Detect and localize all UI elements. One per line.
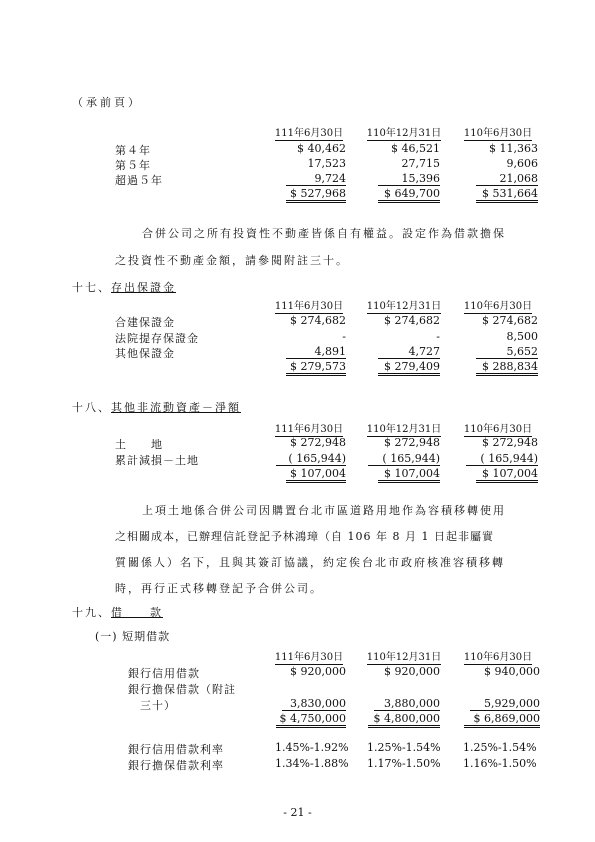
t1-col-header-3: 110年6月30日 bbox=[456, 124, 540, 141]
t1-row-label: 超過５年 bbox=[115, 174, 163, 187]
t1-cell: 9,724 bbox=[286, 172, 346, 186]
t1-cell: $ 11,363 bbox=[489, 142, 538, 155]
t4-row-label: 三十） bbox=[140, 699, 176, 712]
t1-total: $ 527,968 bbox=[286, 187, 346, 203]
t1-cell: 21,068 bbox=[476, 172, 538, 186]
t1-row-label: 第４年 bbox=[115, 144, 151, 157]
section-18-heading: 十八、其他非流動資產－淨額 bbox=[72, 401, 241, 414]
t3-total: $ 107,004 bbox=[378, 467, 440, 483]
t4-rate-cell: 1.25%-1.54% bbox=[367, 741, 441, 754]
t2-cell: 4,727 bbox=[378, 345, 440, 359]
t4-col-header-2: 110年12月31日 bbox=[360, 648, 448, 665]
t4-cell: $ 920,000 bbox=[384, 665, 440, 678]
t3-cell: $ 272,948 bbox=[482, 436, 538, 449]
t4-cell: 5,929,000 bbox=[470, 697, 540, 711]
t2-cell: 5,652 bbox=[476, 345, 538, 359]
t2-cell: $ 274,682 bbox=[482, 314, 538, 327]
t4-rate-cell: 1.16%-1.50% bbox=[463, 757, 537, 770]
t3-cell: $ 272,948 bbox=[384, 436, 440, 449]
t1-row-label: 第５年 bbox=[115, 159, 151, 172]
t2-row-label: 法院提存保證金 bbox=[115, 332, 199, 345]
t1-total: $ 649,700 bbox=[378, 187, 440, 203]
paragraph-line: 時，再行正式移轉登記予合併公司。 bbox=[115, 582, 323, 595]
t1-cell: 15,396 bbox=[378, 172, 440, 186]
paragraph-line: 質關係人）名下，且與其簽訂協議，約定俟台北市政府核准容積移轉 bbox=[115, 556, 505, 569]
t4-rate-cell: 1.17%-1.50% bbox=[367, 757, 441, 770]
t3-col-header-2: 110年12月31日 bbox=[360, 420, 448, 437]
paragraph-line: 之投資性不動產金額，請參閱附註三十。 bbox=[115, 254, 349, 267]
t4-col-header-3: 110年6月30日 bbox=[456, 648, 540, 665]
t2-col-header-3: 110年6月30日 bbox=[456, 297, 540, 314]
paragraph-line: 之相關成本，已辦理信託登記予林鴻璋（自 106 年 8 月 1 日起非屬實 bbox=[115, 530, 494, 543]
page-number: - 21 - bbox=[283, 806, 312, 819]
t4-total: $ 6,869,000 bbox=[464, 712, 540, 728]
t1-cell: $ 46,521 bbox=[391, 142, 440, 155]
t3-total: $ 107,004 bbox=[286, 467, 346, 483]
t2-cell: $ 274,682 bbox=[384, 314, 440, 327]
t2-row-label: 合建保證金 bbox=[115, 316, 175, 329]
t2-cell: 4,891 bbox=[286, 345, 346, 359]
t1-col-header-2: 110年12月31日 bbox=[360, 124, 448, 141]
t3-col-header-1: 111年6月30日 bbox=[268, 420, 350, 437]
t4-rate-label: 銀行擔保借款利率 bbox=[128, 759, 224, 772]
t4-rate-label: 銀行信用借款利率 bbox=[128, 743, 224, 756]
t3-row-label: 土 地 bbox=[115, 438, 163, 451]
t3-cell: $ 272,948 bbox=[290, 436, 346, 449]
t3-col-header-3: 110年6月30日 bbox=[456, 420, 540, 437]
t2-cell: $ 274,682 bbox=[290, 314, 346, 327]
continued-label: （承前頁） bbox=[72, 96, 142, 109]
t4-row-label: 銀行擔保借款（附註 bbox=[128, 683, 236, 696]
t4-total: $ 4,750,000 bbox=[276, 712, 346, 728]
t3-cell: ( 165,944) bbox=[368, 452, 440, 466]
t2-total: $ 279,573 bbox=[286, 360, 346, 376]
t1-cell: 9,606 bbox=[506, 157, 538, 170]
t1-cell: 27,715 bbox=[401, 157, 440, 170]
t4-cell: $ 920,000 bbox=[290, 665, 346, 678]
paragraph-line: 上項土地係合併公司因購置台北市區道路用地作為容積移轉使用 bbox=[142, 504, 506, 517]
t1-cell: 17,523 bbox=[307, 157, 346, 170]
subsection-short-term-loans: (一) 短期借款 bbox=[95, 630, 171, 643]
t2-total: $ 279,409 bbox=[378, 360, 440, 376]
section-19-heading: 十九、借 款 bbox=[72, 606, 163, 619]
paragraph-line: 合併公司之所有投資性不動產皆係自有權益。設定作為借款擔保 bbox=[142, 227, 506, 240]
t4-rate-cell: 1.25%-1.54% bbox=[463, 741, 537, 754]
t4-row-label: 銀行信用借款 bbox=[128, 667, 200, 680]
t2-cell: - bbox=[342, 330, 346, 343]
t2-row-label: 其他保證金 bbox=[115, 347, 175, 360]
t2-cell: 8,500 bbox=[506, 330, 538, 343]
t1-col-header-1: 111年6月30日 bbox=[268, 124, 350, 141]
t4-rate-cell: 1.45%-1.92% bbox=[275, 741, 349, 754]
t2-col-header-1: 111年6月30日 bbox=[268, 297, 350, 314]
t4-col-header-1: 111年6月30日 bbox=[268, 648, 350, 665]
t4-cell: 3,830,000 bbox=[282, 697, 346, 711]
t1-total: $ 531,664 bbox=[476, 187, 538, 203]
t3-row-label: 累計減損－土地 bbox=[115, 454, 199, 467]
t4-total: $ 4,800,000 bbox=[368, 712, 440, 728]
t1-cell: $ 40,462 bbox=[297, 142, 346, 155]
t3-cell: ( 165,944) bbox=[276, 452, 346, 466]
t2-col-header-2: 110年12月31日 bbox=[360, 297, 448, 314]
t4-cell: $ 940,000 bbox=[484, 665, 540, 678]
t2-cell: - bbox=[436, 330, 440, 343]
t3-cell: ( 165,944) bbox=[466, 452, 538, 466]
t2-total: $ 288,834 bbox=[476, 360, 538, 376]
section-17-heading: 十七、存出保證金 bbox=[72, 281, 176, 294]
t4-cell: 3,880,000 bbox=[374, 697, 440, 711]
t3-total: $ 107,004 bbox=[476, 467, 538, 483]
t4-rate-cell: 1.34%-1.88% bbox=[275, 757, 349, 770]
